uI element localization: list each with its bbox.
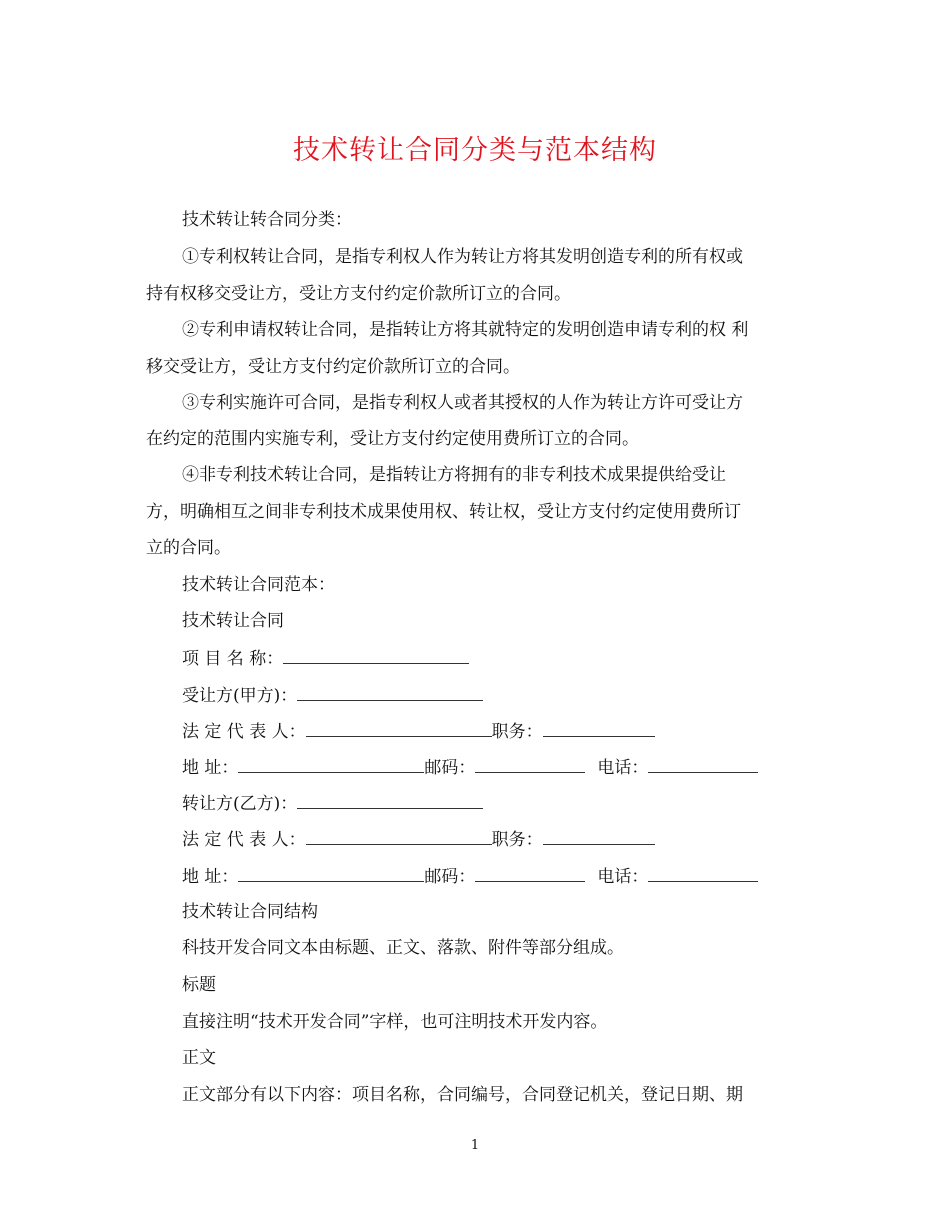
paragraph-3-line-2: 在约定的范围内实施专利，受让方支付约定使用费所订立的合同。 — [146, 429, 639, 449]
project-name-label: 项 目 名 称： — [182, 649, 284, 669]
paragraph-4-line-3: 立的合同。 — [146, 538, 231, 558]
contract-title: 技术转让合同 — [182, 611, 284, 631]
phone-label: 电话： — [597, 758, 649, 778]
paragraph-4-line-2: 方，明确相互之间非专利技术成果使用权、转让权，受让方支付约定使用费所订 — [146, 502, 741, 522]
postcode-label: 邮码： — [424, 758, 476, 778]
body-description: 正文部分有以下内容：项目名称，合同编号，合同登记机关，登记日期、期 — [182, 1085, 743, 1105]
postcode-label: 邮码： — [424, 867, 476, 887]
address-blank — [238, 866, 424, 882]
project-name-blank — [283, 648, 469, 664]
section-body-heading: 正文 — [182, 1048, 216, 1068]
position-blank — [543, 721, 655, 737]
assignor-label: 转让方(乙方)： — [182, 794, 298, 814]
phone-blank — [648, 866, 758, 882]
paragraph-4-line-1: ④非专利技术转让合同，是指转让方将拥有的非专利技术成果提供给受让 — [182, 465, 726, 485]
paragraph-2-line-2: 移交受让方，受让方支付约定价款所订立的合同。 — [146, 357, 520, 377]
assignee-row — [182, 685, 483, 706]
section-title-heading: 标题 — [182, 975, 216, 995]
page-title: 技术转让合同分类与范本结构 — [293, 135, 657, 166]
structure-heading: 技术转让合同结构 — [182, 902, 318, 922]
address-label: 地 址： — [182, 867, 239, 887]
position-blank — [543, 829, 655, 845]
assignor-row — [182, 793, 483, 814]
paragraph-1-line-1: ①专利权转让合同，是指专利权人作为转让方将其发明创造专利的所有权或 — [182, 247, 743, 267]
paragraph-1-line-2: 持有权移交受让方，受让方支付约定价款所订立的合同。 — [146, 284, 571, 304]
assignor-blank — [297, 793, 483, 809]
page-number: 1 — [470, 1138, 480, 1153]
postcode-blank — [475, 866, 585, 882]
legal-rep-blank — [306, 721, 492, 737]
address-row-b — [182, 866, 758, 887]
position-label: 职务： — [491, 830, 543, 850]
classify-heading: 技术转让转合同分类： — [182, 210, 352, 230]
address-row-a — [182, 757, 758, 778]
position-label: 职务： — [491, 722, 543, 742]
title-description: 直接注明“技术开发合同”字样，也可注明技术开发内容。 — [182, 1012, 608, 1032]
paragraph-3-line-1: ③专利实施许可合同，是指专利权人或者其授权的人作为转让方许可受让方 — [182, 393, 743, 413]
legal-rep-row-a — [182, 721, 655, 742]
paragraph-2-line-1: ②专利申请权转让合同，是指转让方将其就特定的发明创造申请专利的权 利 — [182, 320, 749, 340]
legal-rep-blank — [306, 829, 492, 845]
postcode-blank — [475, 757, 585, 773]
phone-blank — [648, 757, 758, 773]
assignee-blank — [297, 685, 483, 701]
sample-heading: 技术转让合同范本： — [182, 575, 335, 595]
structure-description: 科技开发合同文本由标题、正文、落款、附件等部分组成。 — [182, 938, 624, 958]
address-label: 地 址： — [182, 758, 239, 778]
legal-rep-label: 法 定 代 表 人： — [182, 830, 306, 850]
legal-rep-row-b — [182, 829, 655, 850]
project-name-row — [182, 648, 469, 669]
assignee-label: 受让方(甲方)： — [182, 686, 298, 706]
address-blank — [238, 757, 424, 773]
legal-rep-label: 法 定 代 表 人： — [182, 722, 306, 742]
phone-label: 电话： — [597, 867, 649, 887]
